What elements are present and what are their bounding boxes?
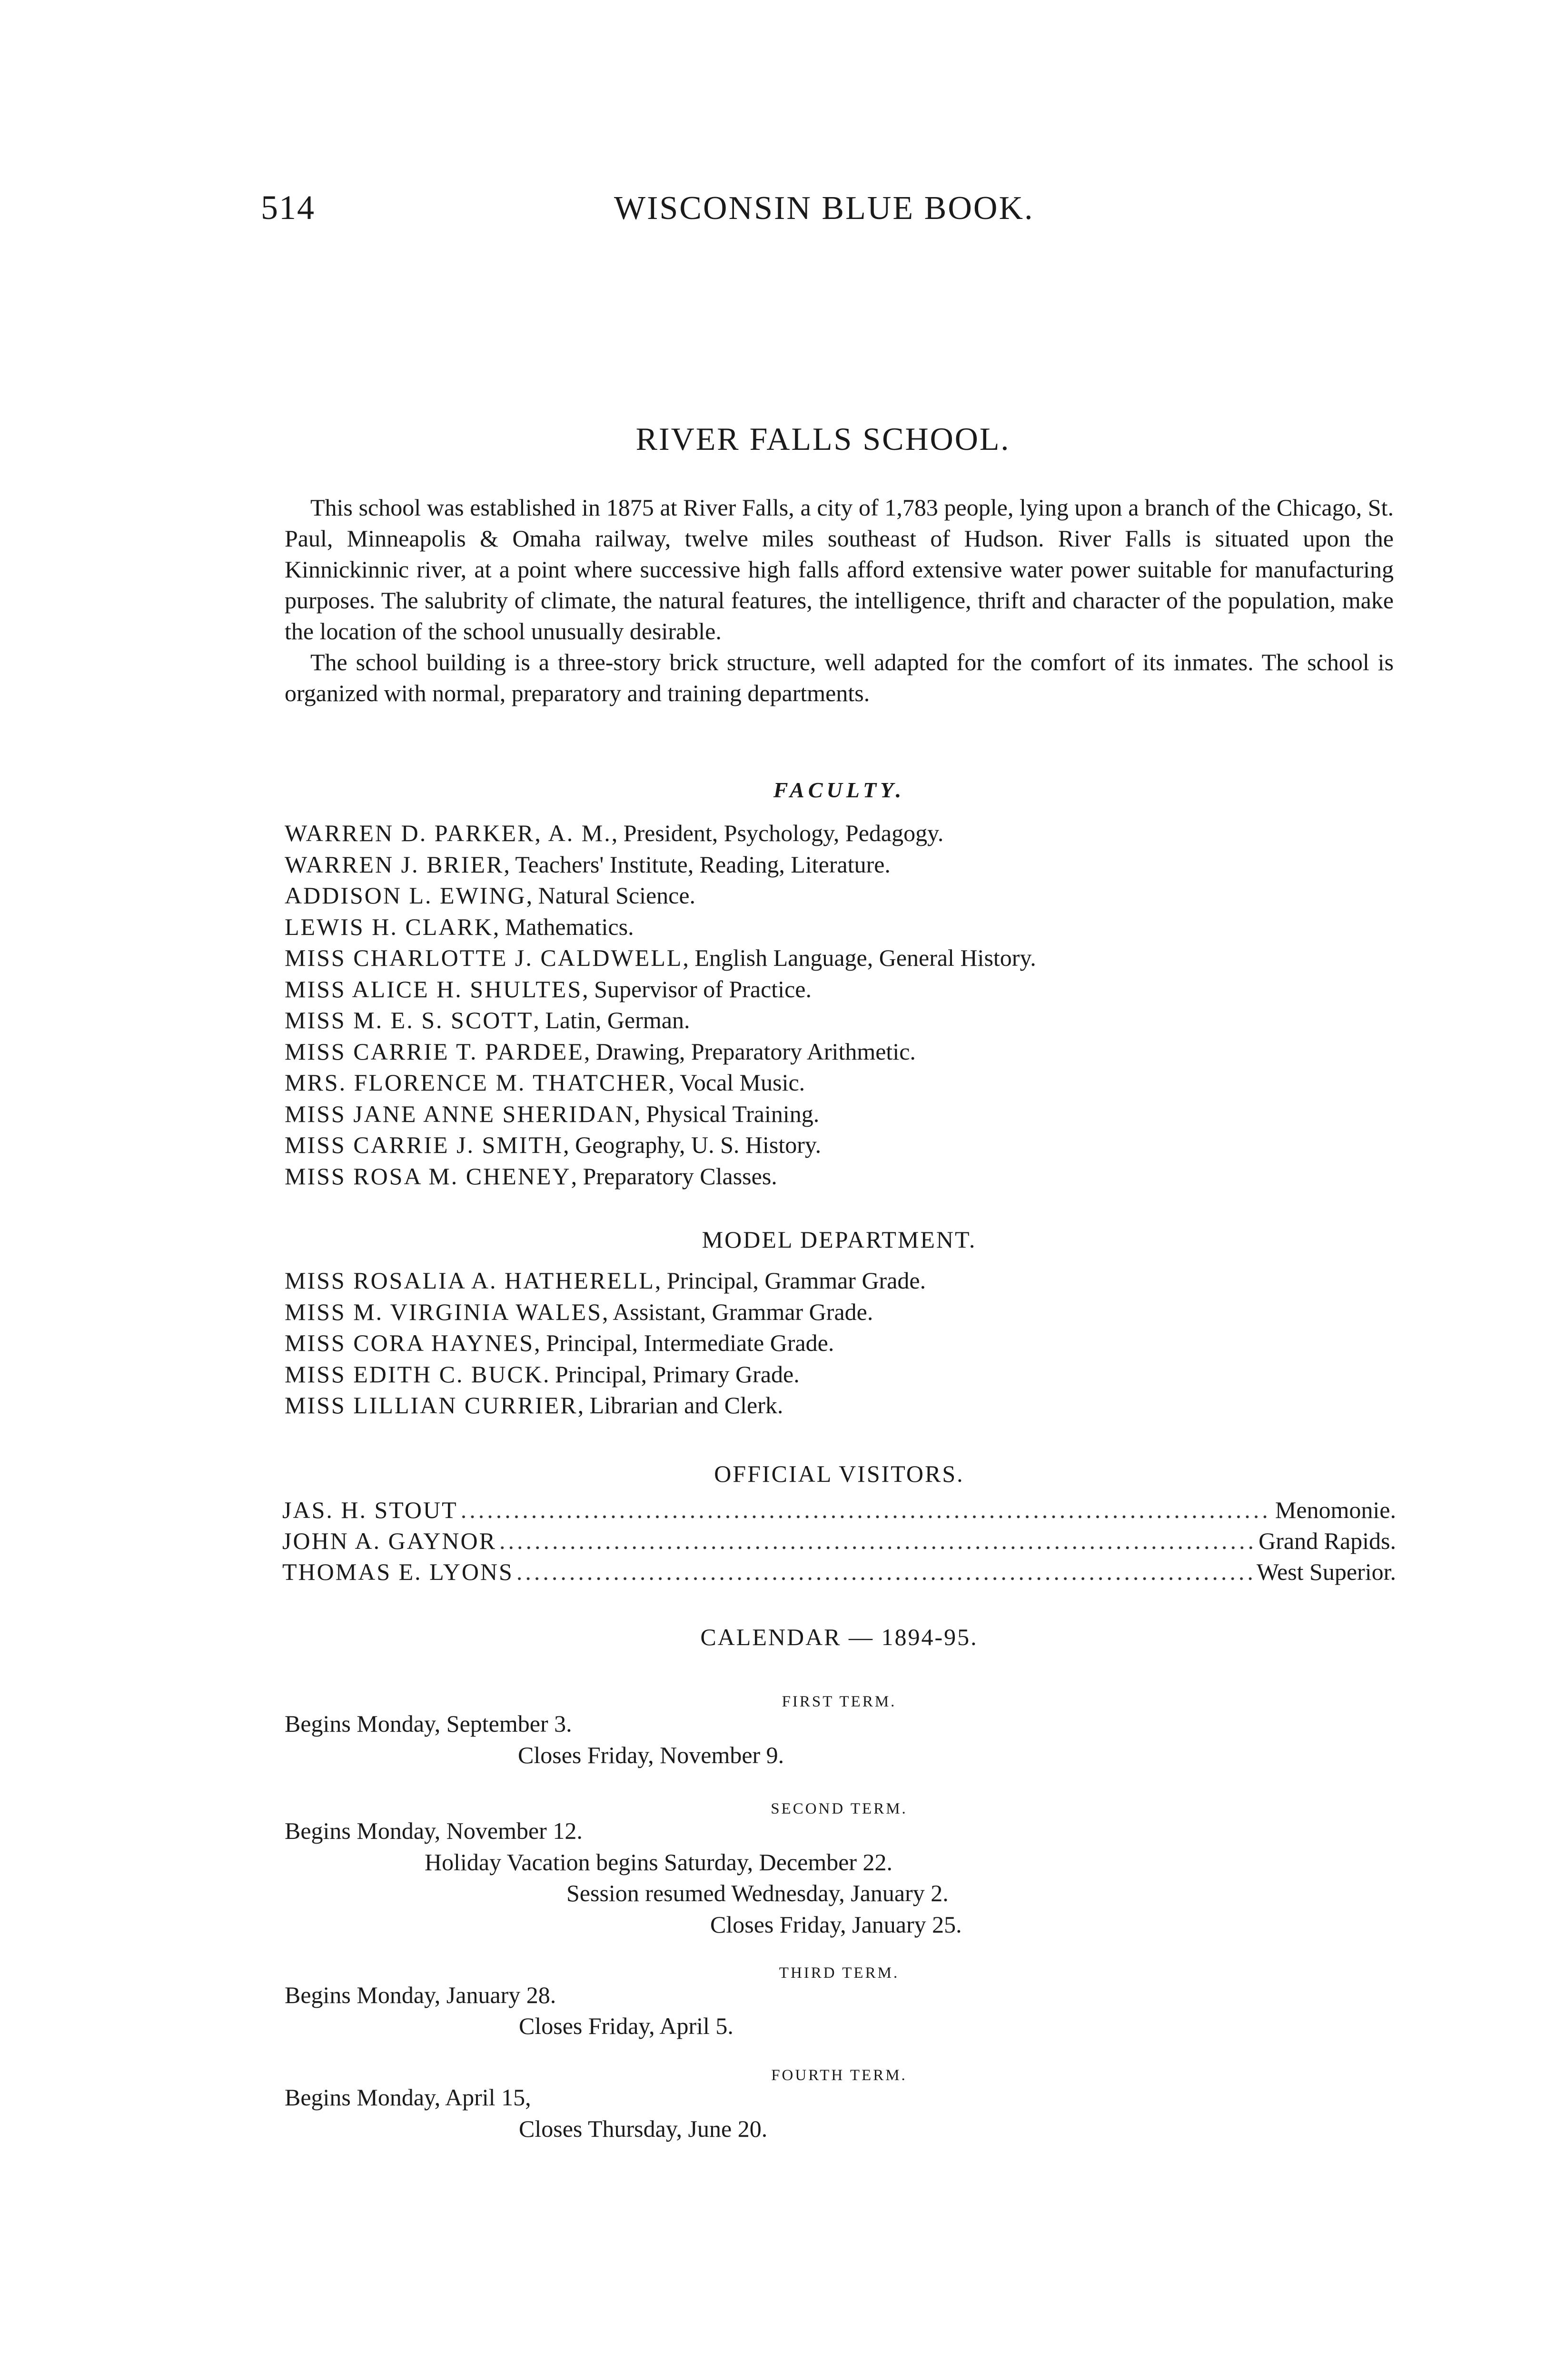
faculty-member — [285, 1130, 1394, 1161]
calendar-line: Session resumed Wednesday, January 2. — [566, 1880, 949, 1906]
calendar-line: Holiday Vacation begins Saturday, December 22. — [425, 1849, 893, 1875]
model-member — [285, 1297, 1394, 1328]
member-name: MISS ALICE H. SHULTES — [285, 975, 583, 1002]
calendar-line: Closes Thursday, June 20. — [519, 2115, 768, 2142]
member-role: . Principal, Primary Grade. — [543, 1360, 800, 1388]
dot-leader — [461, 1495, 1272, 1526]
member-role: , Principal, Grammar Grade. — [654, 1267, 926, 1294]
member-name: MRS. FLORENCE M. THATCHER — [285, 1069, 669, 1096]
intro-paragraph: This school was established in 1875 at River Falls, a city of 1,783 people, lying upon a branch of the Chicago, St. Paul, Minneapolis & Omaha railway, twelve miles southeast of Hudson. River Falls is situated upon the Kinnickinnic river, at a point where successive high falls afford extensive water power suitable for manufacturing purposes. The salubrity of climate, the natural features, the intelligence, thrift and character of the population, make the location of the school unusually desirable. — [285, 494, 1394, 645]
faculty-member — [285, 1099, 1394, 1130]
visitor-place: Grand Rapids. — [1259, 1527, 1396, 1554]
member-name: MISS M. VIRGINIA WALES — [285, 1298, 603, 1325]
faculty-member — [285, 1161, 1394, 1192]
member-role: , English Language, General History. — [683, 944, 1036, 971]
member-role: , Librarian and Clerk. — [577, 1392, 783, 1418]
model-member — [285, 1265, 1394, 1297]
calendar-line: Begins Monday, April 15, — [285, 2084, 531, 2111]
member-role: , Preparatory Classes. — [571, 1162, 777, 1190]
faculty-heading: FACULTY. — [773, 778, 905, 802]
calendar-line: Begins Monday, November 12. — [285, 1817, 583, 1844]
model-department-list — [285, 1265, 1394, 1421]
official-visitors-list — [282, 1495, 1396, 1587]
member-name: MISS CORA HAYNES — [285, 1329, 535, 1356]
calendar-line: Closes Friday, November 9. — [518, 1742, 784, 1768]
term-heading: THIRD TERM. — [779, 1964, 900, 1982]
visitor-row — [282, 1495, 1396, 1526]
member-name: LEWIS H. CLARK — [285, 913, 493, 940]
member-name: WARREN D. PARKER, A. M. — [285, 820, 612, 846]
member-name: MISS EDITH C. BUCK — [285, 1360, 543, 1388]
dot-leader — [499, 1526, 1256, 1557]
visitor-row — [282, 1526, 1396, 1557]
member-role: , Supervisor of Practice. — [582, 975, 812, 1002]
member-role: , Assistant, Grammar Grade. — [602, 1298, 873, 1325]
visitor-name: JAS. H. STOUT — [282, 1497, 458, 1523]
member-name: MISS LILLIAN CURRIER — [285, 1392, 578, 1418]
faculty-member — [285, 849, 1394, 881]
intro-paragraph: The school building is a three-story brick structure, well adapted for the comfort of its inmates. The school is organized with normal, preparatory and training departments. — [285, 649, 1394, 706]
member-name: MISS ROSALIA A. HATHERELL — [285, 1267, 655, 1294]
model-member — [285, 1359, 1394, 1390]
model-member — [285, 1328, 1394, 1359]
member-role: , Physical Training. — [634, 1100, 820, 1127]
calendar-line: Begins Monday, September 3. — [285, 1710, 572, 1737]
visitor-name: JOHN A. GAYNOR — [282, 1527, 496, 1554]
faculty-list — [285, 818, 1394, 1192]
calendar-line: Closes Friday, April 5. — [519, 2013, 733, 2039]
visitor-place: Menomonie. — [1275, 1497, 1396, 1523]
calendar-heading: CALENDAR — 1894-95. — [700, 1624, 978, 1650]
member-role: , President, Psychology, Pedagogy. — [611, 820, 944, 846]
member-role: , Teachers' Institute, Reading, Literature. — [504, 851, 891, 878]
term-heading: SECOND TERM. — [771, 1800, 908, 1817]
member-role: , Geography, U. S. History. — [563, 1131, 822, 1158]
member-name: WARREN J. BRIER — [285, 851, 504, 878]
faculty-member — [285, 974, 1394, 1005]
member-name: MISS ROSA M. CHENEY — [285, 1162, 571, 1190]
faculty-member — [285, 942, 1394, 974]
faculty-member — [285, 1067, 1394, 1099]
faculty-member — [285, 912, 1394, 943]
dot-leader — [516, 1557, 1254, 1587]
member-name: MISS CHARLOTTE J. CALDWELL — [285, 944, 683, 971]
member-name: MISS CARRIE T. PARDEE — [285, 1038, 584, 1065]
visitor-name: THOMAS E. LYONS — [282, 1558, 514, 1585]
model-member — [285, 1390, 1394, 1421]
member-name: MISS JANE ANNE SHERIDAN — [285, 1100, 634, 1127]
intro-text — [285, 492, 1394, 709]
faculty-member — [285, 818, 1394, 849]
visitor-place: West Superior. — [1256, 1558, 1396, 1585]
member-role: , Vocal Music. — [668, 1069, 805, 1096]
faculty-member — [285, 1036, 1394, 1068]
term-heading: FIRST TERM. — [782, 1693, 897, 1710]
member-name: MISS M. E. S. SCOTT — [285, 1007, 534, 1033]
member-name: ADDISON L. EWING — [285, 882, 526, 909]
model-department-heading: MODEL DEPARTMENT. — [702, 1226, 977, 1253]
running-head: WISCONSIN BLUE BOOK. — [614, 190, 1034, 227]
member-role: , Mathematics. — [493, 913, 634, 940]
member-role: , Principal, Intermediate Grade. — [534, 1329, 834, 1356]
page-number: 514 — [261, 188, 315, 227]
member-name: MISS CARRIE J. SMITH — [285, 1131, 564, 1158]
faculty-member — [285, 880, 1394, 912]
official-visitors-heading: OFFICIAL VISITORS. — [714, 1460, 964, 1487]
faculty-member — [285, 1005, 1394, 1036]
member-role: , Drawing, Preparatory Arithmetic. — [584, 1038, 916, 1065]
calendar-line: Closes Friday, January 25. — [710, 1911, 962, 1938]
visitor-row — [282, 1557, 1396, 1587]
calendar-line: Begins Monday, January 28. — [285, 1982, 556, 2008]
member-role: , Natural Science. — [526, 882, 696, 909]
page-title: RIVER FALLS SCHOOL. — [635, 421, 1011, 457]
member-role: , Latin, German. — [533, 1007, 690, 1033]
term-heading: FOURTH TERM. — [771, 2067, 907, 2084]
